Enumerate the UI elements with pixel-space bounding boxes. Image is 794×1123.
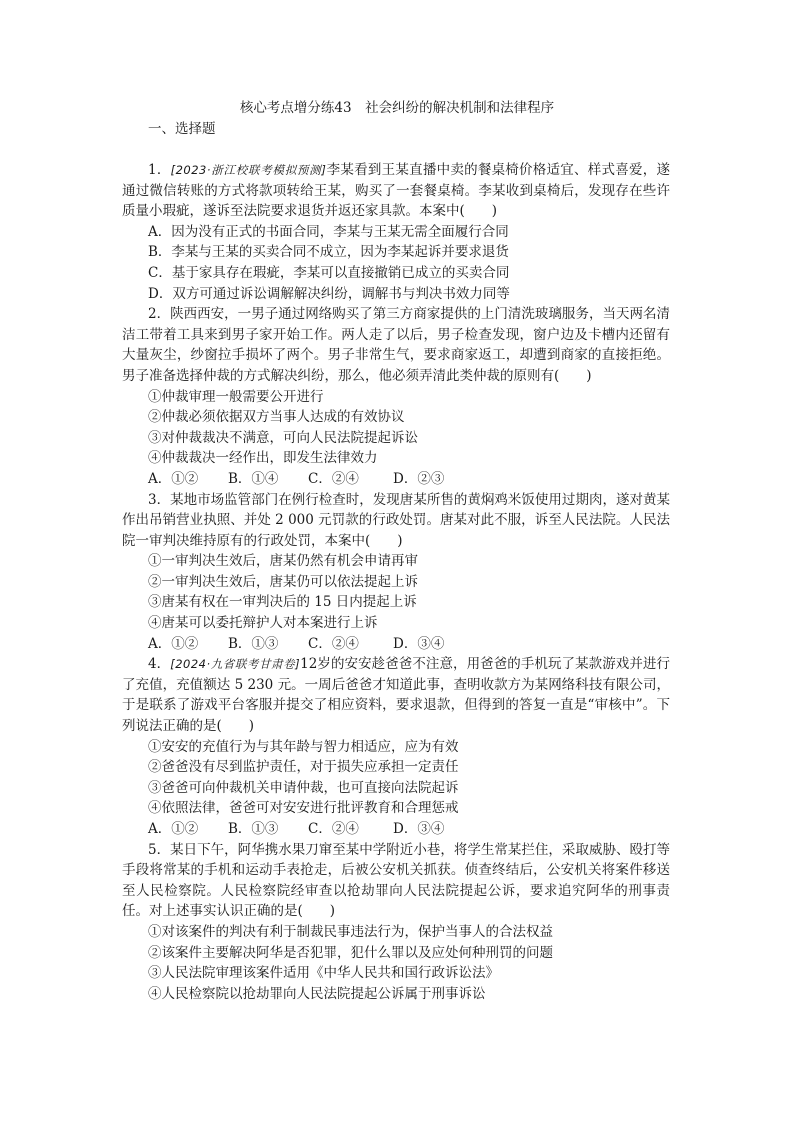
question-source: [2024·九省联考甘肃卷] <box>170 657 301 672</box>
question-stem: 3．某地市场监管部门在例行检查时，发现唐某所售的黄焖鸡米饭使用过期肉，遂对黄某作出吊销营业执照、并处 2 000 元罚款的行政处罚。唐某对此不服，诉至人民法院。人民法院一审判决维持原有的行政处罚，本案中( ) <box>122 491 671 549</box>
answer-choices <box>122 469 670 490</box>
choice-c: C．②④ <box>308 821 359 837</box>
statement-3: ③爸爸可向仲裁机关申请仲裁，也可直接向法院起诉 <box>148 779 459 796</box>
question-list <box>122 160 670 1004</box>
choice-d: D．②③ <box>393 470 445 487</box>
statement-4: ④仲裁裁决一经作出，即发生法律效力 <box>148 450 378 467</box>
choice-a: A．①② <box>148 470 199 487</box>
statement-1: ①安安的充值行为与其年龄与智力相适应，应为有效 <box>148 738 459 755</box>
choice-d: D．③④ <box>393 635 445 652</box>
option-d: D．双方可通过诉讼调解解决纠纷，调解书与判决书效力同等 <box>148 285 510 302</box>
statement-3: ③对仲裁裁决不满意，可向人民法院提起诉讼 <box>148 429 418 446</box>
question-2 <box>122 304 670 489</box>
choice-c: C．②④ <box>308 470 359 487</box>
statement-1: ①对该案件的判决有利于制裁民事违法行为，保护当事人的合法权益 <box>148 923 553 940</box>
statement-1: ①一审判决生效后，唐某仍然有机会申请再审 <box>148 553 418 570</box>
question-4 <box>122 654 670 839</box>
choice-c: C．②④ <box>308 635 359 652</box>
question-1 <box>122 160 670 304</box>
choice-b: B．①③ <box>228 635 279 652</box>
page-title: 核心考点增分练43 社会纠纷的解决机制和法律程序 <box>239 100 555 116</box>
question-stem: 1．[2023·浙江校联考模拟预测]李某看到王某直播中卖的餐桌椅价格适宜、样式喜爱，遂通过微信转账的方式将款项转给王某，购买了一套餐桌椅。李某收到桌椅后，发现存在些许质量小瑕疵，遂诉至法院要求退货并返还家具款。本案中( ) <box>122 162 670 220</box>
statement-2: ②该案件主要解决阿华是否犯罪，犯什么罪以及应处何种刑罚的问题 <box>148 944 553 961</box>
choice-b: B．①④ <box>228 470 279 487</box>
question-source: [2023·浙江校联考模拟预测] <box>170 163 327 177</box>
question-3 <box>122 490 670 655</box>
statement-2: ②一审判决生效后，唐某仍可以依法提起上诉 <box>148 573 418 590</box>
choice-b: B．①③ <box>228 821 279 837</box>
option-a: A．因为没有正式的书面合同，李某与王某无需全面履行合同 <box>148 223 509 240</box>
answer-choices <box>122 634 670 655</box>
question-5 <box>122 840 670 1005</box>
choice-d: D．③④ <box>393 821 445 837</box>
question-stem: 5．某日下午，阿华携水果刀窜至某中学附近小巷，将学生常某拦住，采取威胁、殴打等手段将常某的手机和运动手表抢走，后被公安机关抓获。侦查终结后，公安机关将案件移送至人民检察院。人民检察院经审查以抢劫罪向人民法院提起公诉，要求追究阿华的刑事责任。对上述事实认识正确的是( ) <box>122 841 671 920</box>
statement-3: ③唐某有权在一审判决后的 15 日内提起上诉 <box>148 594 417 611</box>
option-b: B．李某与王某的买卖合同不成立，因为李某起诉并要求退货 <box>148 244 509 261</box>
statement-2: ②爸爸没有尽到监护责任，对于损失应承担一定责任 <box>148 759 459 776</box>
statement-4: ④依照法律，爸爸可对安安进行批评教育和合理惩戒 <box>148 800 459 817</box>
statement-4: ④唐某可以委托辩护人对本案进行上诉 <box>148 615 378 632</box>
choice-a: A．①② <box>148 821 199 837</box>
section-heading: 一、选择题 <box>148 121 216 137</box>
question-stem: 2．陕西西安，一男子通过网络购买了第三方商家提供的上门清洗玻璃服务，当天两名清洁工带着工具来到男子家开始工作。两人走了以后，男子检查发现，窗户边及卡槽内还留有大量灰尘，纱窗拉手损坏了两个。男子非常生气，要求商家返工，却遭到商家的直接拒绝。男子准备选择仲裁的方式解决纠纷，那么，他必须弄清此类仲裁的原则有( ) <box>122 306 671 384</box>
statement-3: ③人民法院审理该案件适用《中华人民共和国行政诉讼法》 <box>148 965 499 982</box>
answer-choices <box>122 819 670 840</box>
choice-a: A．①② <box>148 635 199 652</box>
question-stem: 4．[2024·九省联考甘肃卷]12岁的安安趁爸爸不注意，用爸爸的手机玩了某款游戏并进行了充值，充值额达 5 230 元。一周后爸爸才知道此事，查明收款方为某网络科技有限公司，于是联系了游戏平台客服并提交了相应资料，要求退款，但得到的答复一直是“审核中”。下列说法正确的是( ) <box>122 656 670 735</box>
option-c: C．基于家具存在瑕疵，李某可以直接撤销已成立的买卖合同 <box>148 264 510 281</box>
statement-1: ①仲裁审理一般需要公开进行 <box>148 388 324 405</box>
statement-2: ②仲裁必须依据双方当事人达成的有效协议 <box>148 409 405 426</box>
statement-4: ④人民检察院以抢劫罪向人民法院提起公诉属于刑事诉讼 <box>148 985 486 1002</box>
